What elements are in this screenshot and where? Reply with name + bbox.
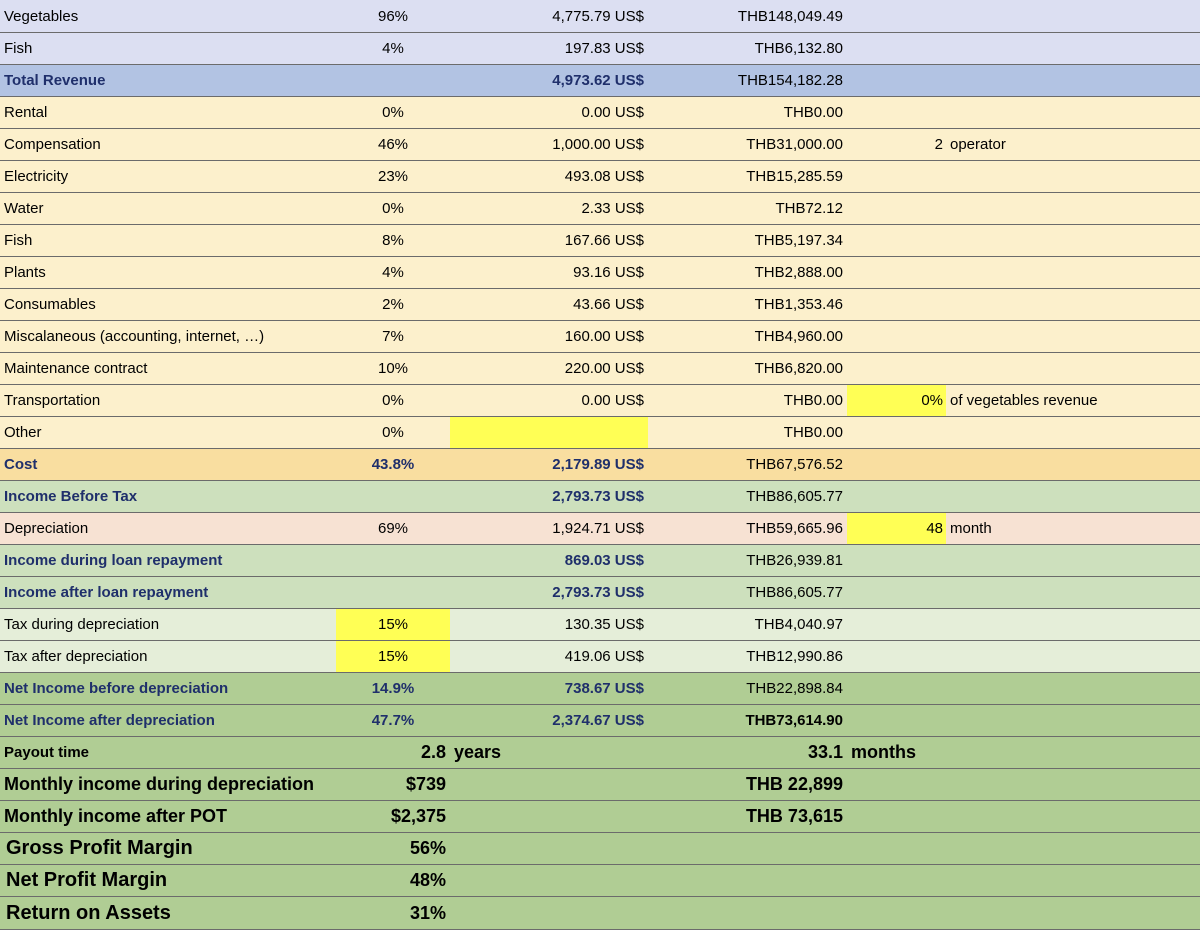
row-label[interactable]: Gross Profit Margin [6, 837, 193, 859]
row-cost [0, 449, 1200, 481]
row-label[interactable]: Monthly income during depreciation [4, 774, 315, 794]
row-usd[interactable]: 2,179.89 US$ [552, 456, 644, 473]
row-usd[interactable]: 220.00 US$ [564, 360, 644, 377]
payout-months-value[interactable]: 33.1 [807, 742, 843, 762]
row-usd[interactable]: 419.06 US$ [564, 648, 644, 665]
row-thb[interactable]: THB0.00 [783, 104, 843, 121]
row-transportation [0, 385, 1200, 417]
row-label[interactable]: Net Profit Margin [6, 869, 168, 891]
row-label[interactable]: Maintenance contract [4, 360, 148, 377]
gross-margin-value[interactable]: 56% [409, 838, 446, 858]
row-label[interactable]: Consumables [4, 296, 96, 313]
operator-count[interactable]: 2 [934, 136, 943, 153]
row-percent[interactable]: 10% [377, 360, 409, 377]
row-percent[interactable]: 69% [377, 520, 409, 537]
tax-rate-after-input[interactable]: 15% [336, 641, 450, 672]
row-total-revenue [0, 65, 1200, 97]
row-usd[interactable]: 0.00 US$ [581, 392, 644, 409]
tax-rate-during-input[interactable]: 15% [336, 609, 450, 640]
row-thb[interactable]: THB26,939.81 [746, 552, 843, 569]
row-label[interactable]: Transportation [4, 392, 101, 409]
row-label[interactable]: Fish [4, 232, 33, 249]
row-fish-cost [0, 225, 1200, 257]
row-percent[interactable]: 46% [377, 136, 409, 153]
row-percent[interactable]: 8% [382, 232, 404, 249]
row-thb[interactable]: THB15,285.59 [746, 168, 843, 185]
row-label[interactable]: Compensation [4, 136, 101, 153]
row-label[interactable]: Water [4, 200, 44, 217]
row-usd[interactable]: 93.16 US$ [573, 264, 644, 281]
row-income-before-tax [0, 481, 1200, 513]
row-percent[interactable]: 96% [377, 7, 409, 25]
row-usd[interactable]: 738.67 US$ [564, 680, 644, 697]
monthly-during-usd[interactable]: $739 [405, 774, 446, 794]
row-usd[interactable]: 493.08 US$ [564, 168, 644, 185]
row-thb[interactable]: THB22,898.84 [746, 680, 843, 697]
row-water [0, 193, 1200, 225]
row-usd[interactable]: 1,000.00 US$ [552, 136, 644, 153]
other-usd-input[interactable] [450, 417, 648, 448]
row-percent[interactable]: 4% [382, 264, 404, 281]
row-usd[interactable]: 4,973.62 US$ [552, 72, 644, 89]
row-usd[interactable]: 43.66 US$ [573, 296, 644, 313]
row-label[interactable]: Income Before Tax [4, 488, 138, 505]
row-percent[interactable]: 23% [377, 168, 409, 185]
row-gross-profit-margin [0, 833, 1200, 865]
row-usd[interactable]: 869.03 US$ [564, 552, 644, 569]
row-miscellaneous [0, 321, 1200, 353]
depreciation-unit-note[interactable]: month [950, 520, 992, 537]
row-consumables [0, 289, 1200, 321]
row-label[interactable]: Income during loan repayment [4, 552, 223, 569]
payout-years-unit: years [454, 742, 502, 762]
row-monthly-income-during-depreciation [0, 769, 1200, 801]
row-tax-during-depreciation [0, 609, 1200, 641]
row-usd[interactable]: 167.66 US$ [564, 232, 644, 249]
row-thb[interactable]: THB72.12 [775, 200, 843, 217]
row-maintenance [0, 353, 1200, 385]
row-label[interactable]: Cost [4, 456, 38, 473]
row-thb[interactable]: THB6,132.80 [754, 40, 843, 57]
row-label[interactable]: Return on Assets [6, 901, 171, 924]
operator-unit-note[interactable]: operator [950, 136, 1006, 153]
row-net-income-after-depreciation [0, 705, 1200, 737]
row-other [0, 417, 1200, 449]
row-label[interactable]: Net Income after depreciation [4, 712, 215, 729]
payout-years-value[interactable]: 2.8 [420, 742, 446, 762]
row-thb[interactable]: THB4,960.00 [754, 328, 843, 345]
row-thb[interactable]: THB2,888.00 [754, 264, 843, 281]
row-thb[interactable]: THB86,605.77 [746, 488, 843, 505]
row-percent[interactable]: 7% [382, 328, 404, 345]
monthly-after-usd[interactable]: $2,375 [390, 806, 446, 826]
row-usd[interactable]: 4,775.79 US$ [552, 7, 644, 25]
row-label[interactable]: Miscalaneous (accounting, internet, …) [4, 328, 265, 345]
row-usd[interactable]: 2,374.67 US$ [552, 712, 644, 729]
row-label[interactable]: Other [4, 424, 42, 441]
payout-months-unit: months [851, 742, 916, 762]
row-depreciation [0, 513, 1200, 545]
row-return-on-assets [0, 897, 1200, 930]
row-usd[interactable]: 2,793.73 US$ [552, 488, 644, 505]
row-percent[interactable]: 0% [382, 104, 404, 121]
row-label[interactable]: Electricity [4, 168, 69, 185]
net-margin-value[interactable]: 48% [409, 870, 446, 890]
row-electricity [0, 161, 1200, 193]
row-vegetables [0, 0, 1200, 33]
row-net-income-before-depreciation [0, 673, 1200, 705]
row-thb[interactable]: THB5,197.34 [754, 232, 843, 249]
row-label[interactable]: Fish [4, 40, 33, 57]
row-compensation [0, 129, 1200, 161]
row-usd[interactable]: 0.00 US$ [581, 104, 644, 121]
row-thb[interactable]: THB59,665.96 [746, 520, 843, 537]
depreciation-months-input[interactable]: 48 [847, 513, 946, 544]
row-percent[interactable]: 2% [382, 296, 404, 313]
row-label[interactable]: Monthly income after POT [4, 806, 228, 826]
transport-percent-input[interactable]: 0% [847, 385, 946, 416]
row-thb[interactable]: THB12,990.86 [746, 648, 843, 665]
row-thb[interactable]: THB148,049.49 [737, 7, 843, 25]
row-thb[interactable]: THB1,353.46 [754, 296, 843, 313]
row-thb[interactable]: THB73,614.90 [745, 712, 843, 729]
row-usd[interactable]: 130.35 US$ [564, 616, 644, 633]
row-percent[interactable]: 4% [382, 40, 404, 57]
row-payout-time [0, 737, 1200, 769]
row-usd[interactable]: 2.33 US$ [581, 200, 644, 217]
row-percent[interactable]: 43.8% [371, 456, 415, 473]
row-label[interactable]: Net Income before depreciation [4, 680, 229, 697]
row-thb[interactable]: THB86,605.77 [746, 584, 843, 601]
row-percent[interactable]: 0% [382, 392, 404, 409]
roa-value[interactable]: 31% [409, 902, 446, 923]
row-percent[interactable]: 0% [382, 424, 404, 441]
row-rental [0, 97, 1200, 129]
row-income-during-loan [0, 545, 1200, 577]
row-thb[interactable]: THB0.00 [783, 392, 843, 409]
row-fish-revenue [0, 33, 1200, 65]
row-label[interactable]: Plants [4, 264, 46, 281]
row-usd[interactable]: 160.00 US$ [564, 328, 644, 345]
row-thb[interactable]: THB67,576.52 [746, 456, 843, 473]
row-label[interactable]: Income after loan repayment [4, 584, 209, 601]
transport-note[interactable]: of vegetables revenue [950, 392, 1098, 409]
row-plants [0, 257, 1200, 289]
row-label[interactable]: Vegetables [4, 7, 79, 25]
row-label[interactable]: Total Revenue [4, 72, 106, 89]
row-income-after-loan [0, 577, 1200, 609]
row-monthly-income-after-pot [0, 801, 1200, 833]
row-thb[interactable]: THB6,820.00 [754, 360, 843, 377]
row-usd[interactable]: 2,793.73 US$ [552, 584, 644, 601]
row-usd[interactable]: 1,924.71 US$ [552, 520, 644, 537]
row-percent[interactable]: 14.9% [371, 680, 415, 697]
row-label[interactable]: Payout time [4, 744, 90, 761]
row-percent[interactable]: 0% [382, 200, 404, 217]
row-label[interactable]: Rental [4, 104, 48, 121]
row-thb[interactable]: THB31,000.00 [746, 136, 843, 153]
row-usd[interactable]: 197.83 US$ [564, 40, 644, 57]
row-thb[interactable]: THB0.00 [783, 424, 843, 441]
row-percent[interactable]: 47.7% [371, 712, 415, 729]
row-label[interactable]: Tax after depreciation [4, 648, 148, 665]
row-net-profit-margin [0, 865, 1200, 897]
row-tax-after-depreciation [0, 641, 1200, 673]
row-label[interactable]: Tax during depreciation [4, 616, 160, 633]
row-thb[interactable]: THB4,040.97 [754, 616, 843, 633]
monthly-during-thb[interactable]: THB 22,899 [745, 774, 843, 794]
monthly-after-thb[interactable]: THB 73,615 [745, 806, 843, 826]
row-thb[interactable]: THB154,182.28 [737, 72, 843, 89]
row-label[interactable]: Depreciation [4, 520, 89, 537]
